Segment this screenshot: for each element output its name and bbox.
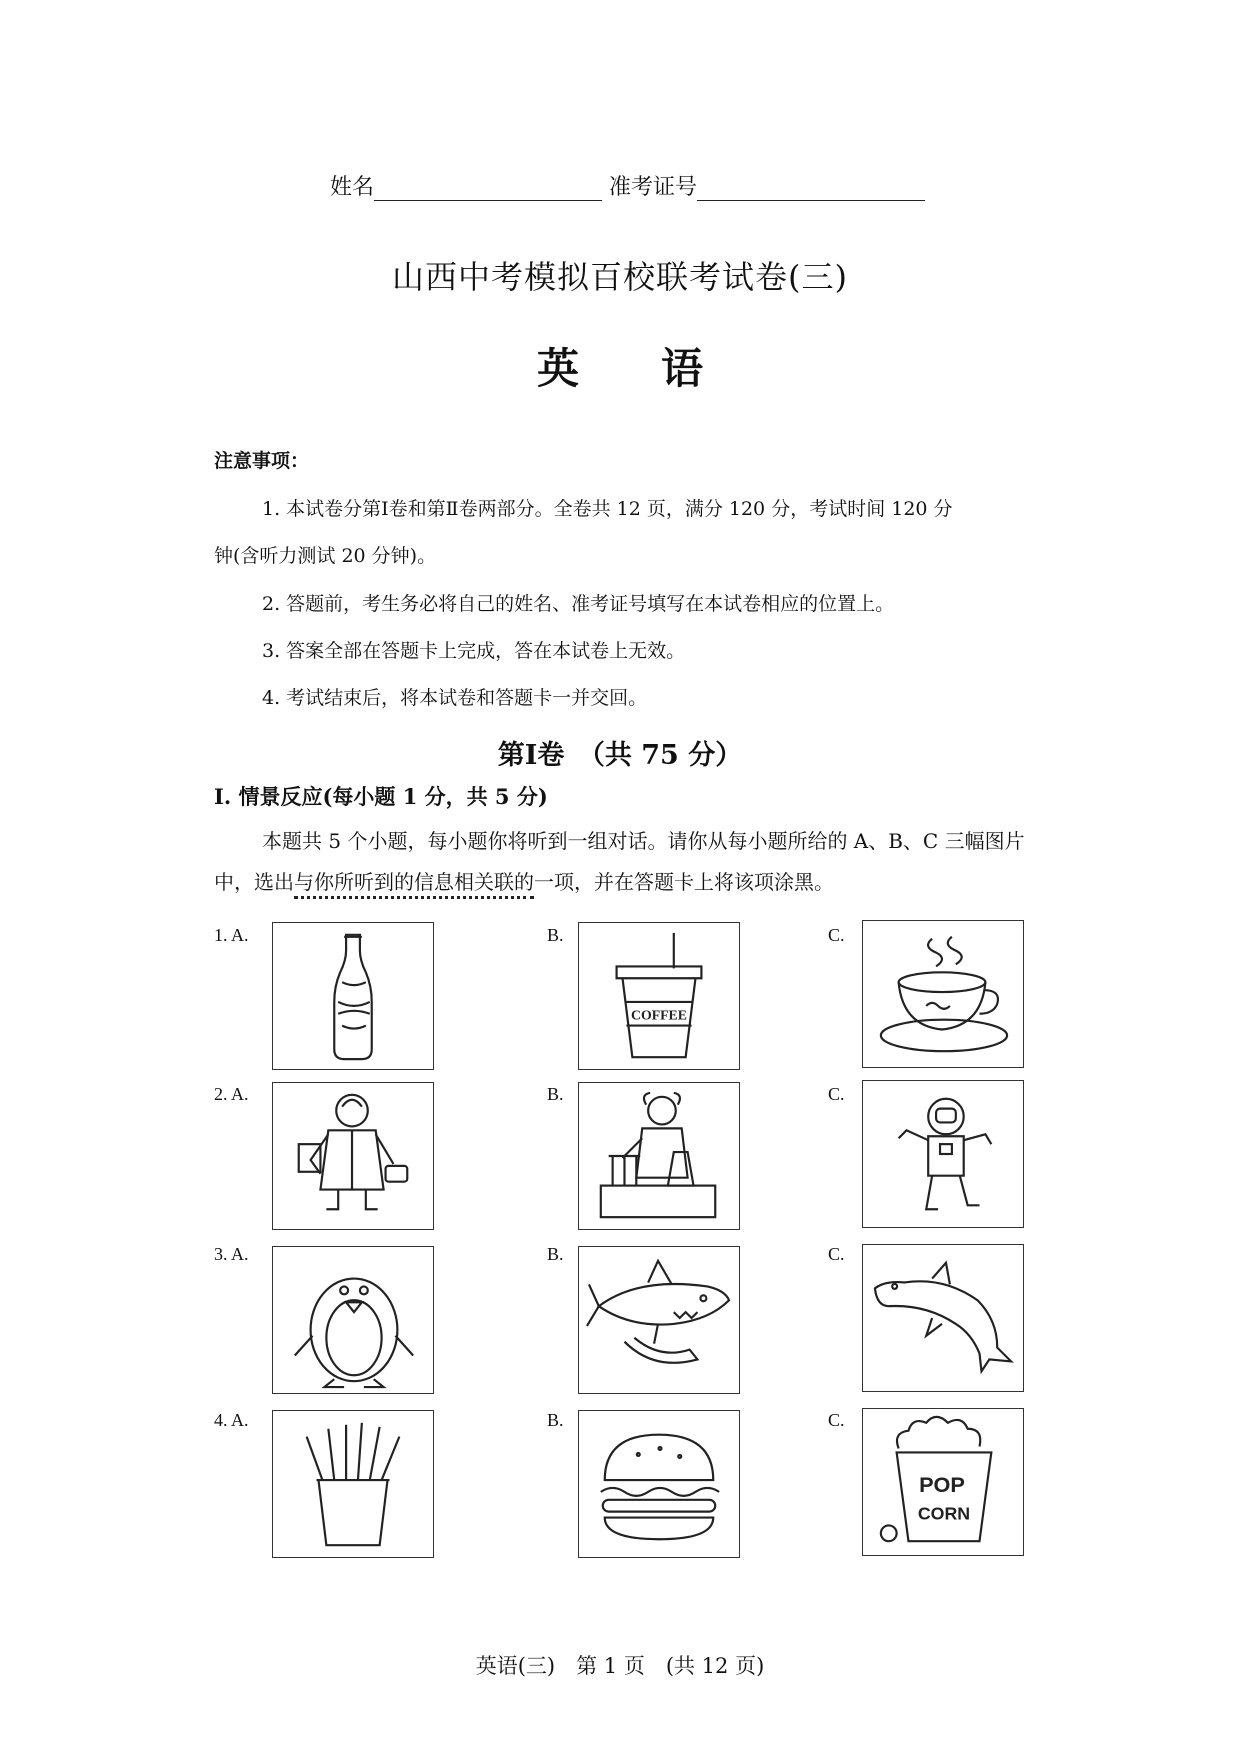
q4-option-b[interactable] — [578, 1410, 740, 1558]
q2-option-b[interactable] — [578, 1082, 740, 1230]
subject-title — [0, 336, 1240, 396]
coffee-cup-icon — [579, 923, 739, 1069]
name-blank[interactable] — [374, 176, 602, 201]
hamburger-icon — [579, 1411, 739, 1557]
note-1-cont: 钟(含听力测试 20 分钟)。 — [214, 545, 437, 567]
part-title: 第Ⅰ卷 （共 75 分） — [497, 740, 743, 771]
q2-option-b-label: B. — [547, 1084, 564, 1104]
note-4: 4. 考试结束后，将本试卷和答题卡一并交回。 — [262, 687, 648, 709]
tea-cup-icon — [863, 921, 1023, 1067]
instruction-post: 一项，并在答题卡上将该项涂黑。 — [534, 870, 834, 894]
q2-option-a[interactable] — [272, 1082, 434, 1230]
instruction-line-2 — [214, 866, 834, 895]
name-label: 姓名 — [330, 175, 375, 200]
penguin-icon — [273, 1247, 433, 1393]
section-title: Ⅰ. 情景反应(每小题 1 分，共 5 分) — [214, 784, 548, 809]
q3-label: 3. A. — [214, 1244, 249, 1264]
scientist-icon — [579, 1083, 739, 1229]
id-blank[interactable] — [697, 176, 925, 201]
popcorn-text-2: CORN — [917, 1503, 971, 1524]
q3-option-a[interactable] — [272, 1246, 434, 1394]
q4-option-c[interactable] — [862, 1408, 1024, 1556]
q2-option-c-label: C. — [828, 1084, 845, 1104]
cola-bottle-icon — [273, 923, 433, 1069]
q2-label: 2. A. — [214, 1084, 249, 1104]
page-footer: 英语(三) 第 1 页 (共 12 页) — [475, 1654, 765, 1678]
q4-option-b-label: B. — [547, 1410, 564, 1430]
note-3: 3. 答案全部在答题卡上完成，答在本试卷上无效。 — [262, 640, 686, 662]
q1-label: 1. A. — [214, 925, 249, 945]
q4-option-c-label: C. — [828, 1410, 845, 1430]
q1-option-b[interactable] — [578, 922, 740, 1070]
note-2: 2. 答题前，考生务必将自己的姓名、准考证号填写在本试卷相应的位置上。 — [262, 593, 895, 615]
popcorn-icon — [863, 1409, 1023, 1555]
coffee-text: COFFEE — [631, 1007, 687, 1023]
q3-option-b-label: B. — [547, 1244, 564, 1264]
q3-option-b[interactable] — [578, 1246, 740, 1394]
candidate-info-line — [330, 170, 925, 201]
q4-label: 4. A. — [214, 1410, 249, 1430]
id-label: 准考证号 — [609, 175, 698, 200]
shark-icon — [579, 1247, 739, 1393]
instruction-pre: 中，选出 — [214, 870, 294, 894]
note-1: 1. 本试卷分第Ⅰ卷和第Ⅱ卷两部分。全卷共 12 页，满分 120 分，考试时间 120 分 — [262, 498, 953, 520]
subject-char-1: 英 — [536, 344, 579, 393]
q1-option-b-label: B. — [547, 925, 564, 945]
astronaut-icon — [863, 1081, 1023, 1227]
exam-title: 山西中考模拟百校联考试卷(三) — [392, 258, 848, 296]
q1-option-c-label: C. — [828, 925, 845, 945]
q3-option-c-label: C. — [828, 1244, 845, 1264]
q2-option-c[interactable] — [862, 1080, 1024, 1228]
q3-option-c[interactable] — [862, 1244, 1024, 1392]
q4-option-a[interactable] — [272, 1410, 434, 1558]
subject-char-2: 语 — [661, 344, 704, 393]
q1-option-a[interactable] — [272, 922, 434, 1070]
notes-heading: 注意事项： — [214, 450, 310, 472]
doctor-icon — [273, 1083, 433, 1229]
popcorn-text-1: POP — [919, 1471, 965, 1497]
dolphin-icon — [863, 1245, 1023, 1391]
fries-icon — [273, 1411, 433, 1557]
instruction-emphasis: 与你所听到的信息相关联的 — [294, 870, 534, 899]
instruction-line-1: 本题共 5 个小题，每小题你将听到一组对话。请你从每小题所给的 A、B、C 三幅图片 — [262, 829, 1025, 853]
q1-option-c[interactable] — [862, 920, 1024, 1068]
